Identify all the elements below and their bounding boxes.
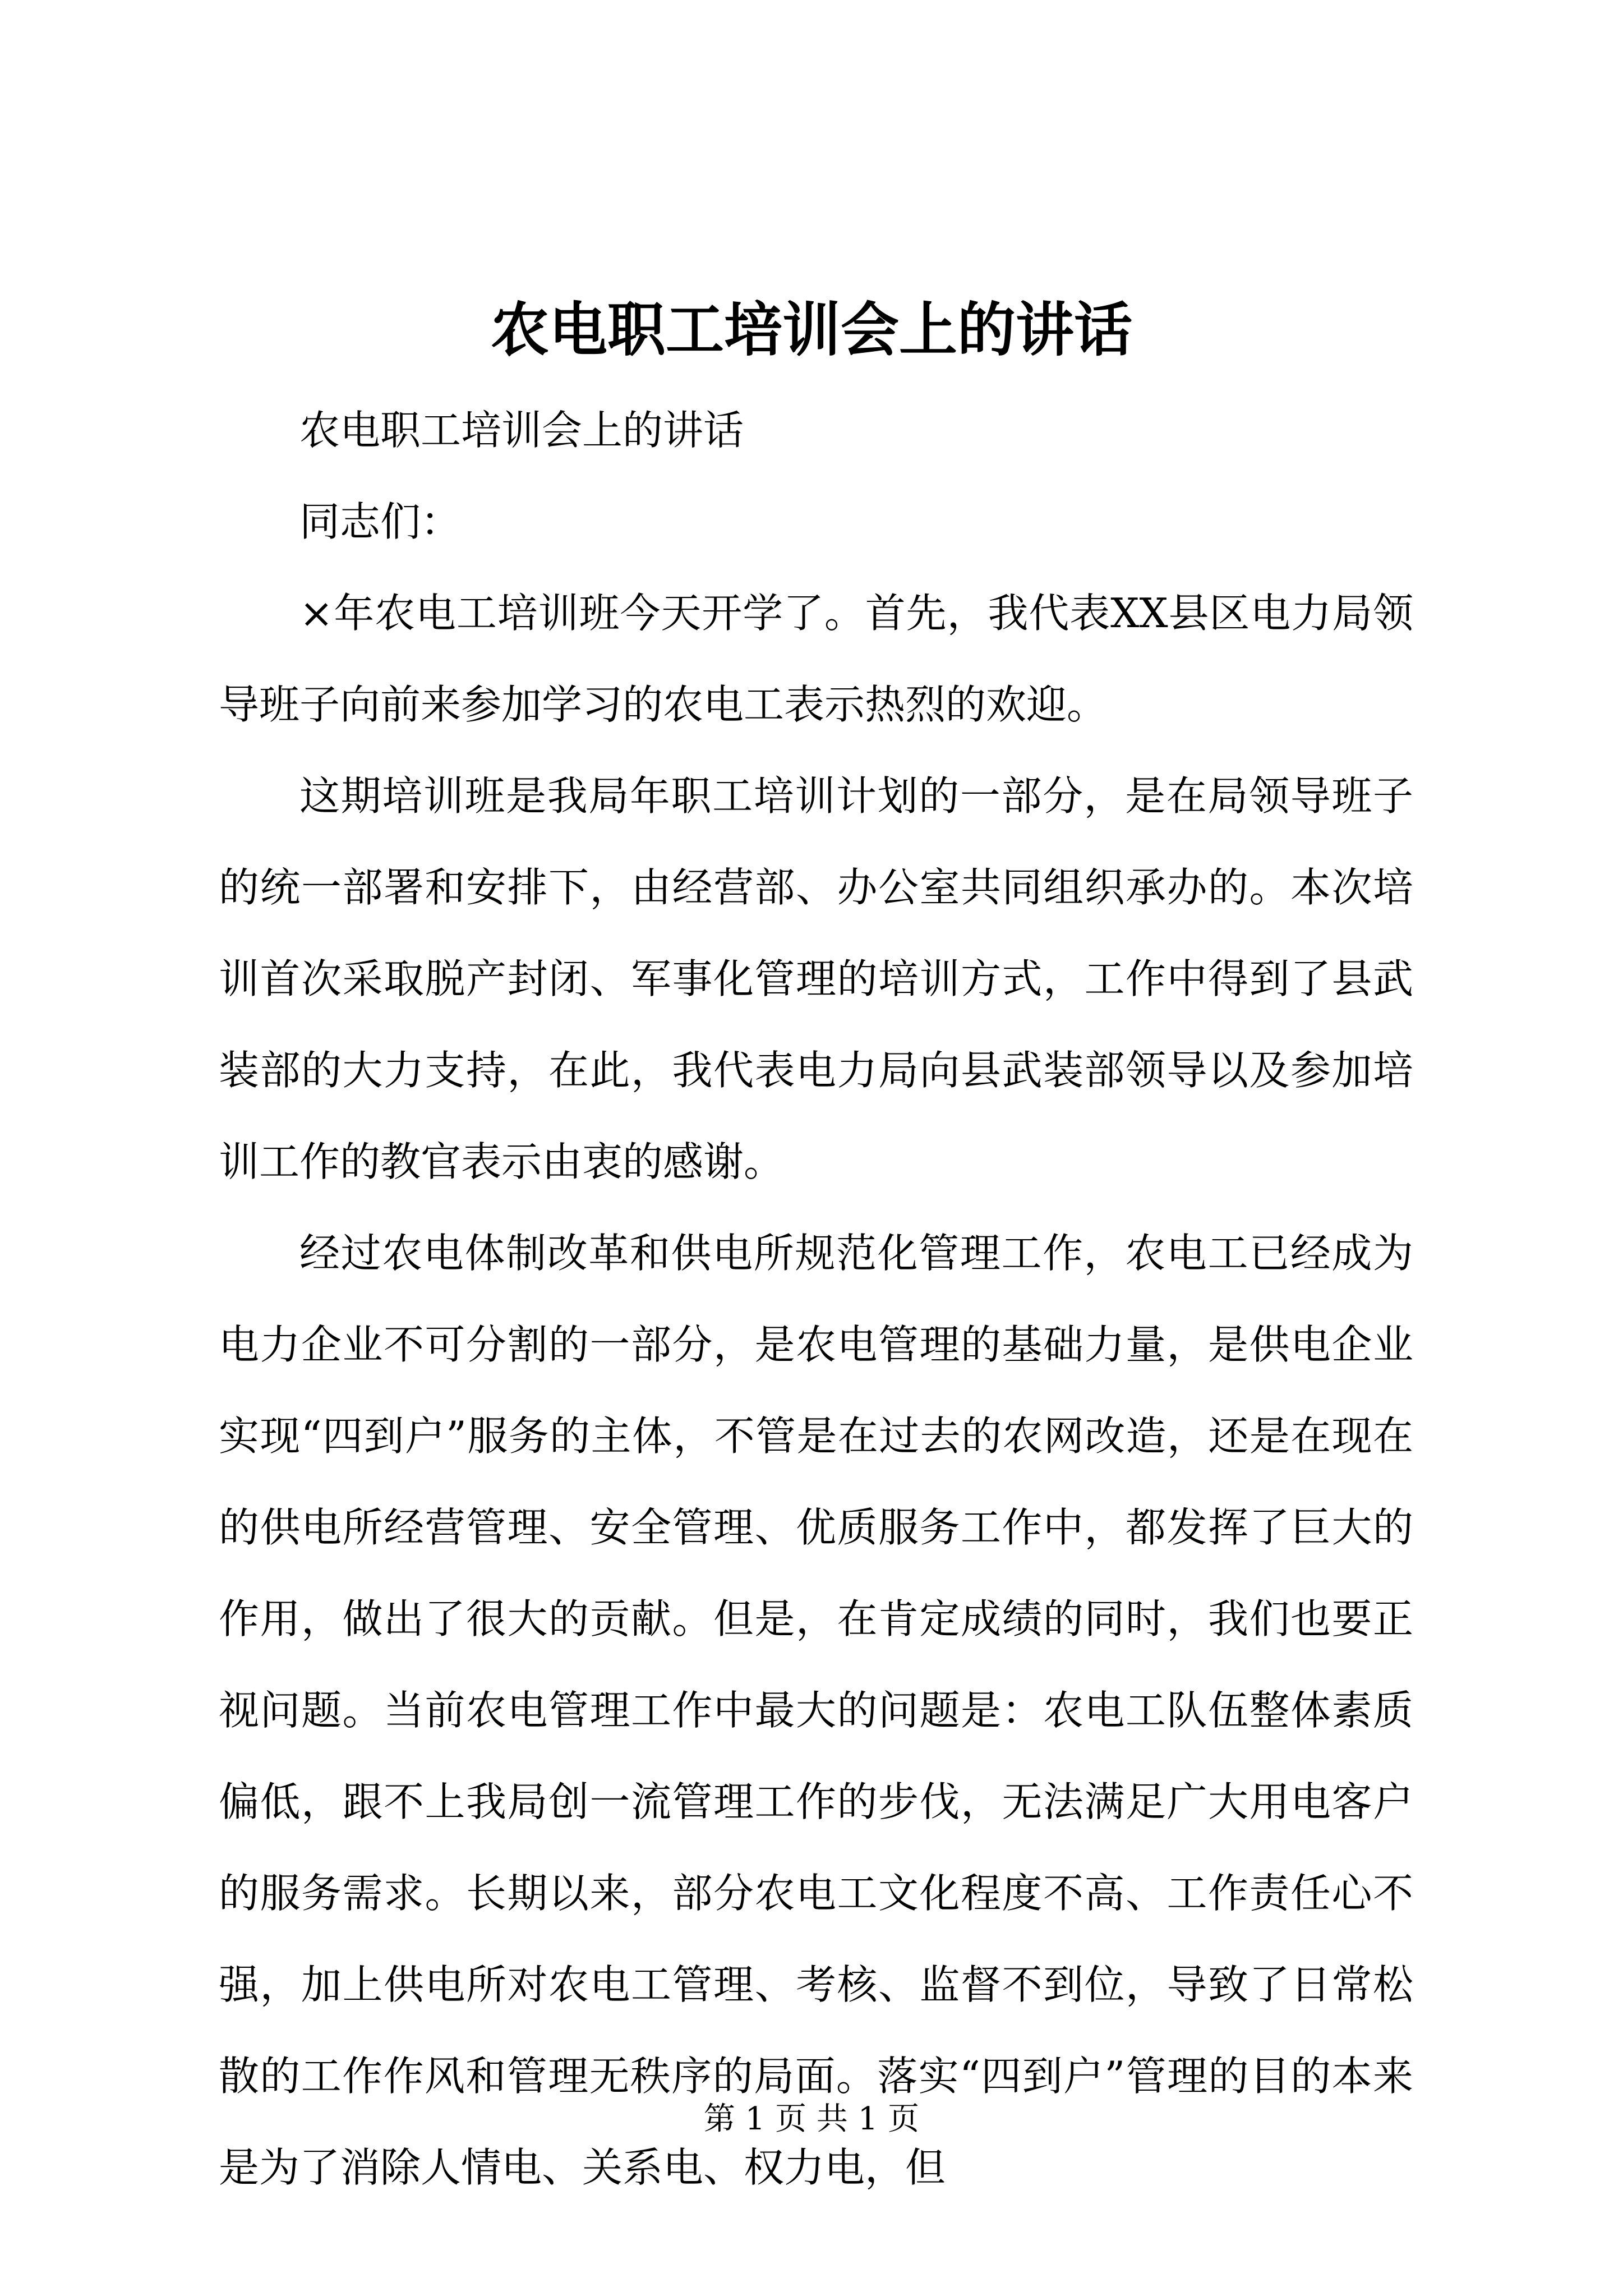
paragraph-subtitle: 农电职工培训会上的讲话 xyxy=(299,407,744,454)
document-body xyxy=(219,385,1413,2214)
paragraph-problems: 经过农电体制改革和供电所规范化管理工作，农电工已经成为电力企业不可分割的一部分，是农电管理的基础力量，是供电企业实现“四到户”服务的主体，不管是在过去的农网改造，还是在现在的供电所经营管理、安全管理、优质服务工作中，都发挥了巨大的作用，做出了很大的贡献。但是，在肯定成绩的同时，我们也要正视问题。当前农电管理工作中最大的问题是：农电工队伍整体素质偏低，跟不上我局创一流管理工作的步伐，无法满足广大用电客户的服务需求。长期以来，部分农电工文化程度不高、工作责任心不强，加上供电所对农电工管理、考核、监督不到位，导致了日常松散的工作作风和管理无秩序的局面。落实“四到户”管理的目的本来是为了消除人情电、关系电、权力电，但 xyxy=(219,1230,1413,2191)
paragraph-greeting: 同志们： xyxy=(299,498,462,545)
paragraph-training-plan: 这期培训班是我局年职工培训计划的一部分，是在局领导班子的统一部署和安排下，由经营部、办公室共同组织承办的。本次培训首次采取脱产封闭、军事化管理的培训方式，工作中得到了县武装部的大力支持，在此，我代表电力局向县武装部领导以及参加培训工作的教官表示由衷的感谢。 xyxy=(219,772,1413,1185)
page-footer: 第 1 页 共 1 页 xyxy=(703,2101,920,2137)
paragraph-opening: ×年农电工培训班今天开学了。首先，我代表XX县区电力局领导班子向前来参加学习的农电工表示热烈的欢迎。 xyxy=(219,590,1413,728)
page-title: 农电职工培训会上的讲话 xyxy=(490,295,1132,364)
